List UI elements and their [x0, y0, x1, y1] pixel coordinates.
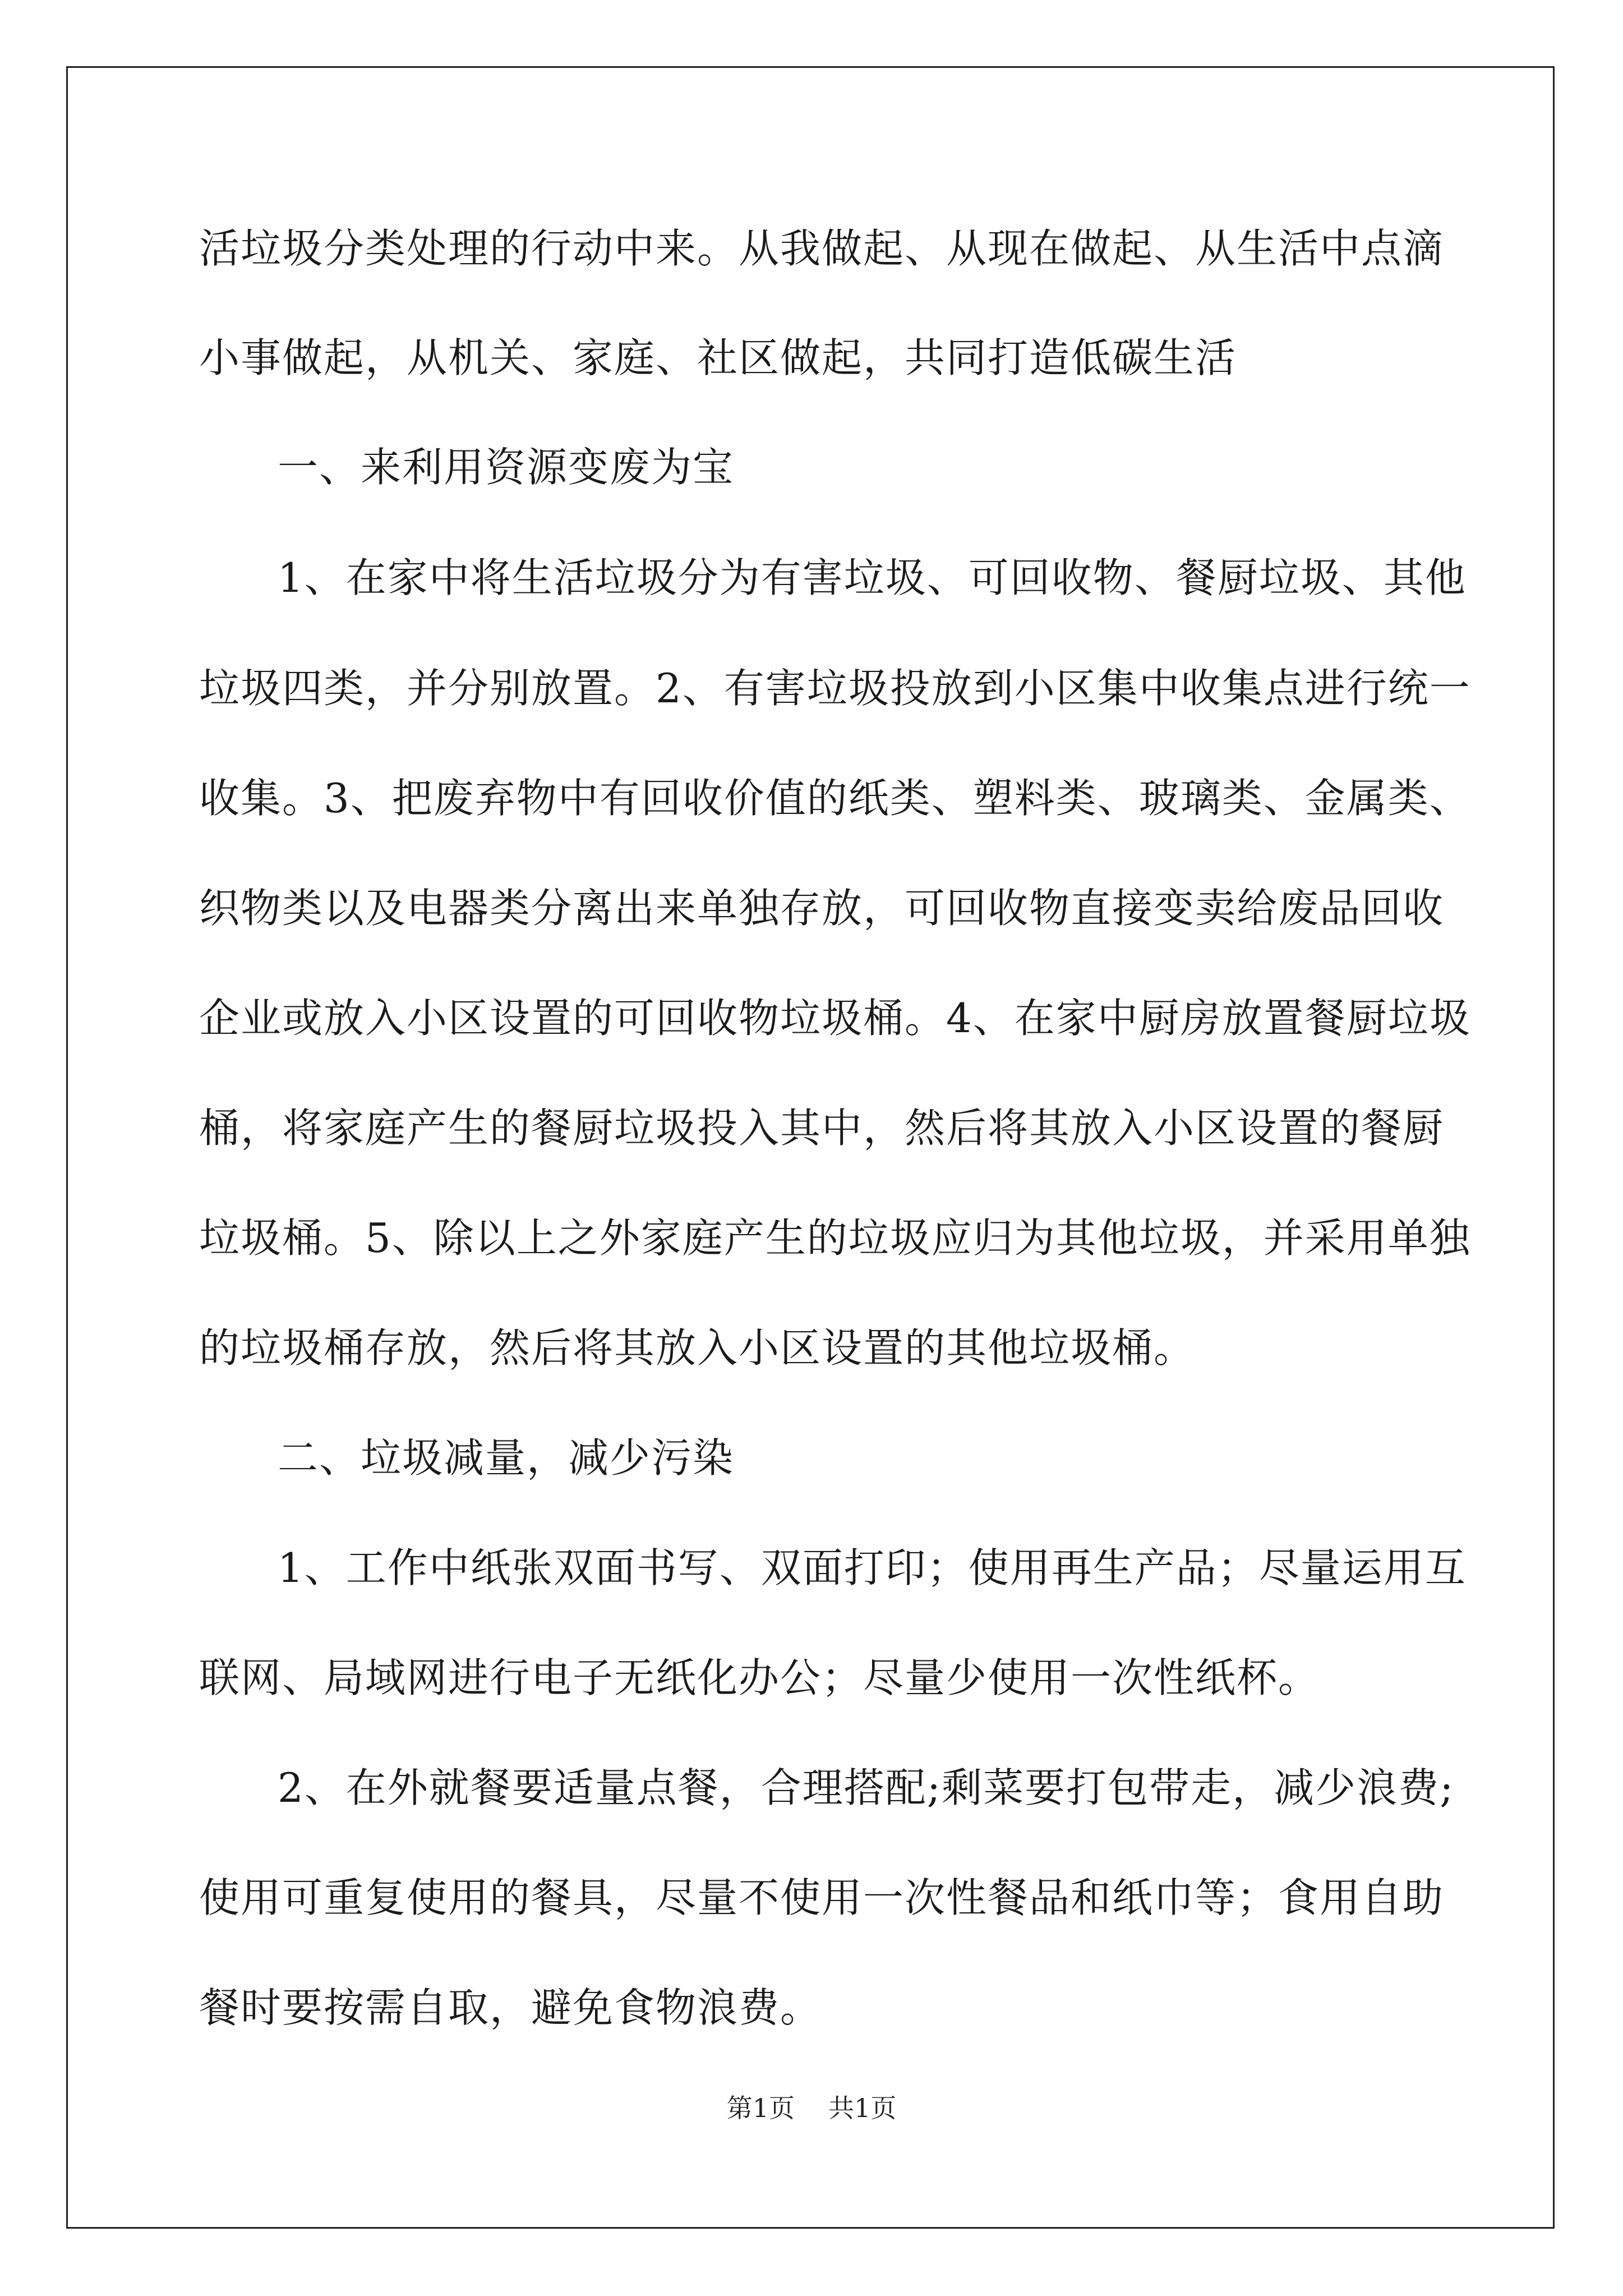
paragraph-6-line-1: 2、在外就餐要适量点餐，合理搭配;剩菜要打包带走，减少浪费; — [278, 1764, 1455, 1811]
paragraph-5-line-2: 联网、局域网进行电子无纸化办公；尽量少使用一次性纸杯。 — [199, 1654, 1320, 1701]
page-footer — [0, 2091, 1623, 2125]
section-heading-1: 一、来利用资源变废为宝 — [278, 444, 735, 491]
paragraph-1-line-1: 活垃圾分类处理的行动中来。从我做起、从现在做起、从生活中点滴 — [199, 225, 1445, 272]
paragraph-1-line-2: 小事做起，从机关、家庭、社区做起，共同打造低碳生活 — [199, 334, 1237, 381]
paragraph-5-line-1: 1、工作中纸张双面书写、双面打印；使用再生产品；尽量运用互 — [278, 1544, 1467, 1591]
paragraph-3-line-7: 垃圾桶。5、除以上之外家庭产生的垃圾应归为其他垃圾，并采用单独 — [199, 1214, 1471, 1262]
page-total: 共1页 — [828, 2093, 897, 2123]
paragraph-3-line-3: 收集。3、把废弃物中有回收价值的纸类、塑料类、玻璃类、金属类、 — [199, 775, 1471, 822]
paragraph-6-line-3: 餐时要按需自取，避免食物浪费。 — [199, 1984, 822, 2031]
paragraph-3-line-6: 桶，将家庭产生的餐厨垃圾投入其中，然后将其放入小区设置的餐厨 — [199, 1105, 1445, 1152]
paragraph-3-line-1: 1、在家中将生活垃圾分为有害垃圾、可回收物、餐厨垃圾、其他 — [278, 554, 1467, 601]
paragraph-6-line-2: 使用可重复使用的餐具，尽量不使用一次性餐品和纸巾等；食用自助 — [199, 1874, 1445, 1921]
paragraph-3-line-4: 织物类以及电器类分离出来单独存放，可回收物直接变卖给废品回收 — [199, 885, 1445, 932]
paragraph-3-line-8: 的垃圾桶存放，然后将其放入小区设置的其他垃圾桶。 — [199, 1324, 1196, 1372]
paragraph-3-line-2: 垃圾四类，并分别放置。2、有害垃圾投放到小区集中收集点进行统一 — [199, 665, 1471, 712]
page-number: 第1页 — [726, 2093, 795, 2123]
section-heading-2: 二、垃圾减量，减少污染 — [278, 1434, 735, 1481]
paragraph-3-line-5: 企业或放入小区设置的可回收物垃圾桶。4、在家中厨房放置餐厨垃圾 — [199, 995, 1471, 1042]
